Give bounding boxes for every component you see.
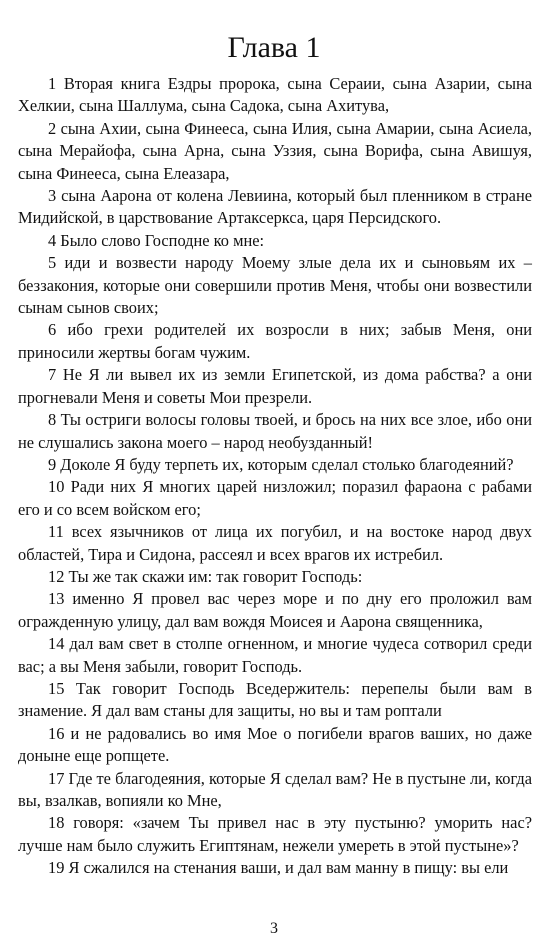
verse-9: 9 Доколе Я буду терпеть их, которым сделал столько благодеяний? — [48, 454, 514, 474]
verse-7: 7 Не Я ли вывел их из земли Египетской, из дома рабства? а они прогневали Меня и советы Мои презрели. — [18, 365, 532, 407]
verse-3: 3 сына Аарона от колена Левиина, который был пленником в стране Мидийской, в царствование Артаксеркса, царя Персидского. — [18, 186, 532, 228]
verse-18: 18 говоря: «зачем Ты привел нас в эту пустыню? уморить нас? лучше нам было служить Египтянам, нежели умереть в этой пустыне»? — [18, 813, 532, 855]
verse-4: 4 Было слово Господне ко мне: — [48, 230, 265, 250]
chapter-title: Глава 1 — [227, 31, 321, 65]
verse-15: 15 Так говорит Господь Вседержитель: перепелы были вам в знамение. Я дал вам станы для защиты, но вы и там роптали — [18, 678, 532, 721]
verse-8: 8 Ты остриги волосы головы твоей, и брось на них все злое, ибо они не слушались закона моего – народ необузданный! — [18, 410, 532, 452]
verse-13: 13 именно Я провел вас через море и по дну его проложил вам огражденную улицу, дал вам вождя Моисея и Аарона священника, — [18, 589, 532, 631]
verse-12: 12 Ты же так скажи им: так говорит Господь: — [48, 566, 363, 586]
verse-1: 1 Вторая книга Ездры пророка, сына Сераии, сына Азарии, сына Хелкии, сына Шаллума, сына Садока, сына Ахитува, — [18, 74, 532, 116]
verse-2: 2 сына Ахии, сына Финееса, сына Илия, сына Амарии, сына Асиела, сына Мерайофа, сына Арна, сына Уззия, сына Ворифа, сына Авишуя, сына Финееса, сына Елеазара, — [18, 118, 532, 183]
verse-16: 16 и не радовались во имя Мое о погибели врагов ваших, но даже доныне еще ропщете. — [18, 723, 532, 766]
verse-19: 19 Я сжалился на стенания ваши, и дал вам манну в пищу: вы ели — [48, 858, 509, 878]
verse-17: 17 Где те благодеяния, которые Я сделал вам? Не в пустыне ли, когда вы, взалкав, вопияли ко Мне, — [18, 768, 532, 810]
verse-14: 14 дал вам свет в столпе огненном, и многие чудеса сотворил среди вас; а вы Меня забыли, говорит Господь. — [18, 634, 532, 676]
verse-list — [18, 73, 532, 880]
verse-10: 10 Ради них Я многих царей низложил; поразил фараона с рабами его и со всем войском его; — [18, 477, 532, 519]
verse-11: 11 всех язычников от лица их погубил, и на востоке народ двух областей, Тира и Сидона, рассеял и всех врагов их истребил. — [18, 522, 532, 564]
verse-6: 6 ибо грехи родителей их возросли в них; забыв Меня, они приносили жертвы богам чужим. — [18, 320, 532, 362]
page-number: 3 — [270, 920, 278, 937]
verse-5: 5 иди и возвести народу Моему злые дела их и сыновьям их – беззакония, которые они совершили против Меня, чтобы они возвестили сынам сынов своих; — [18, 253, 532, 318]
